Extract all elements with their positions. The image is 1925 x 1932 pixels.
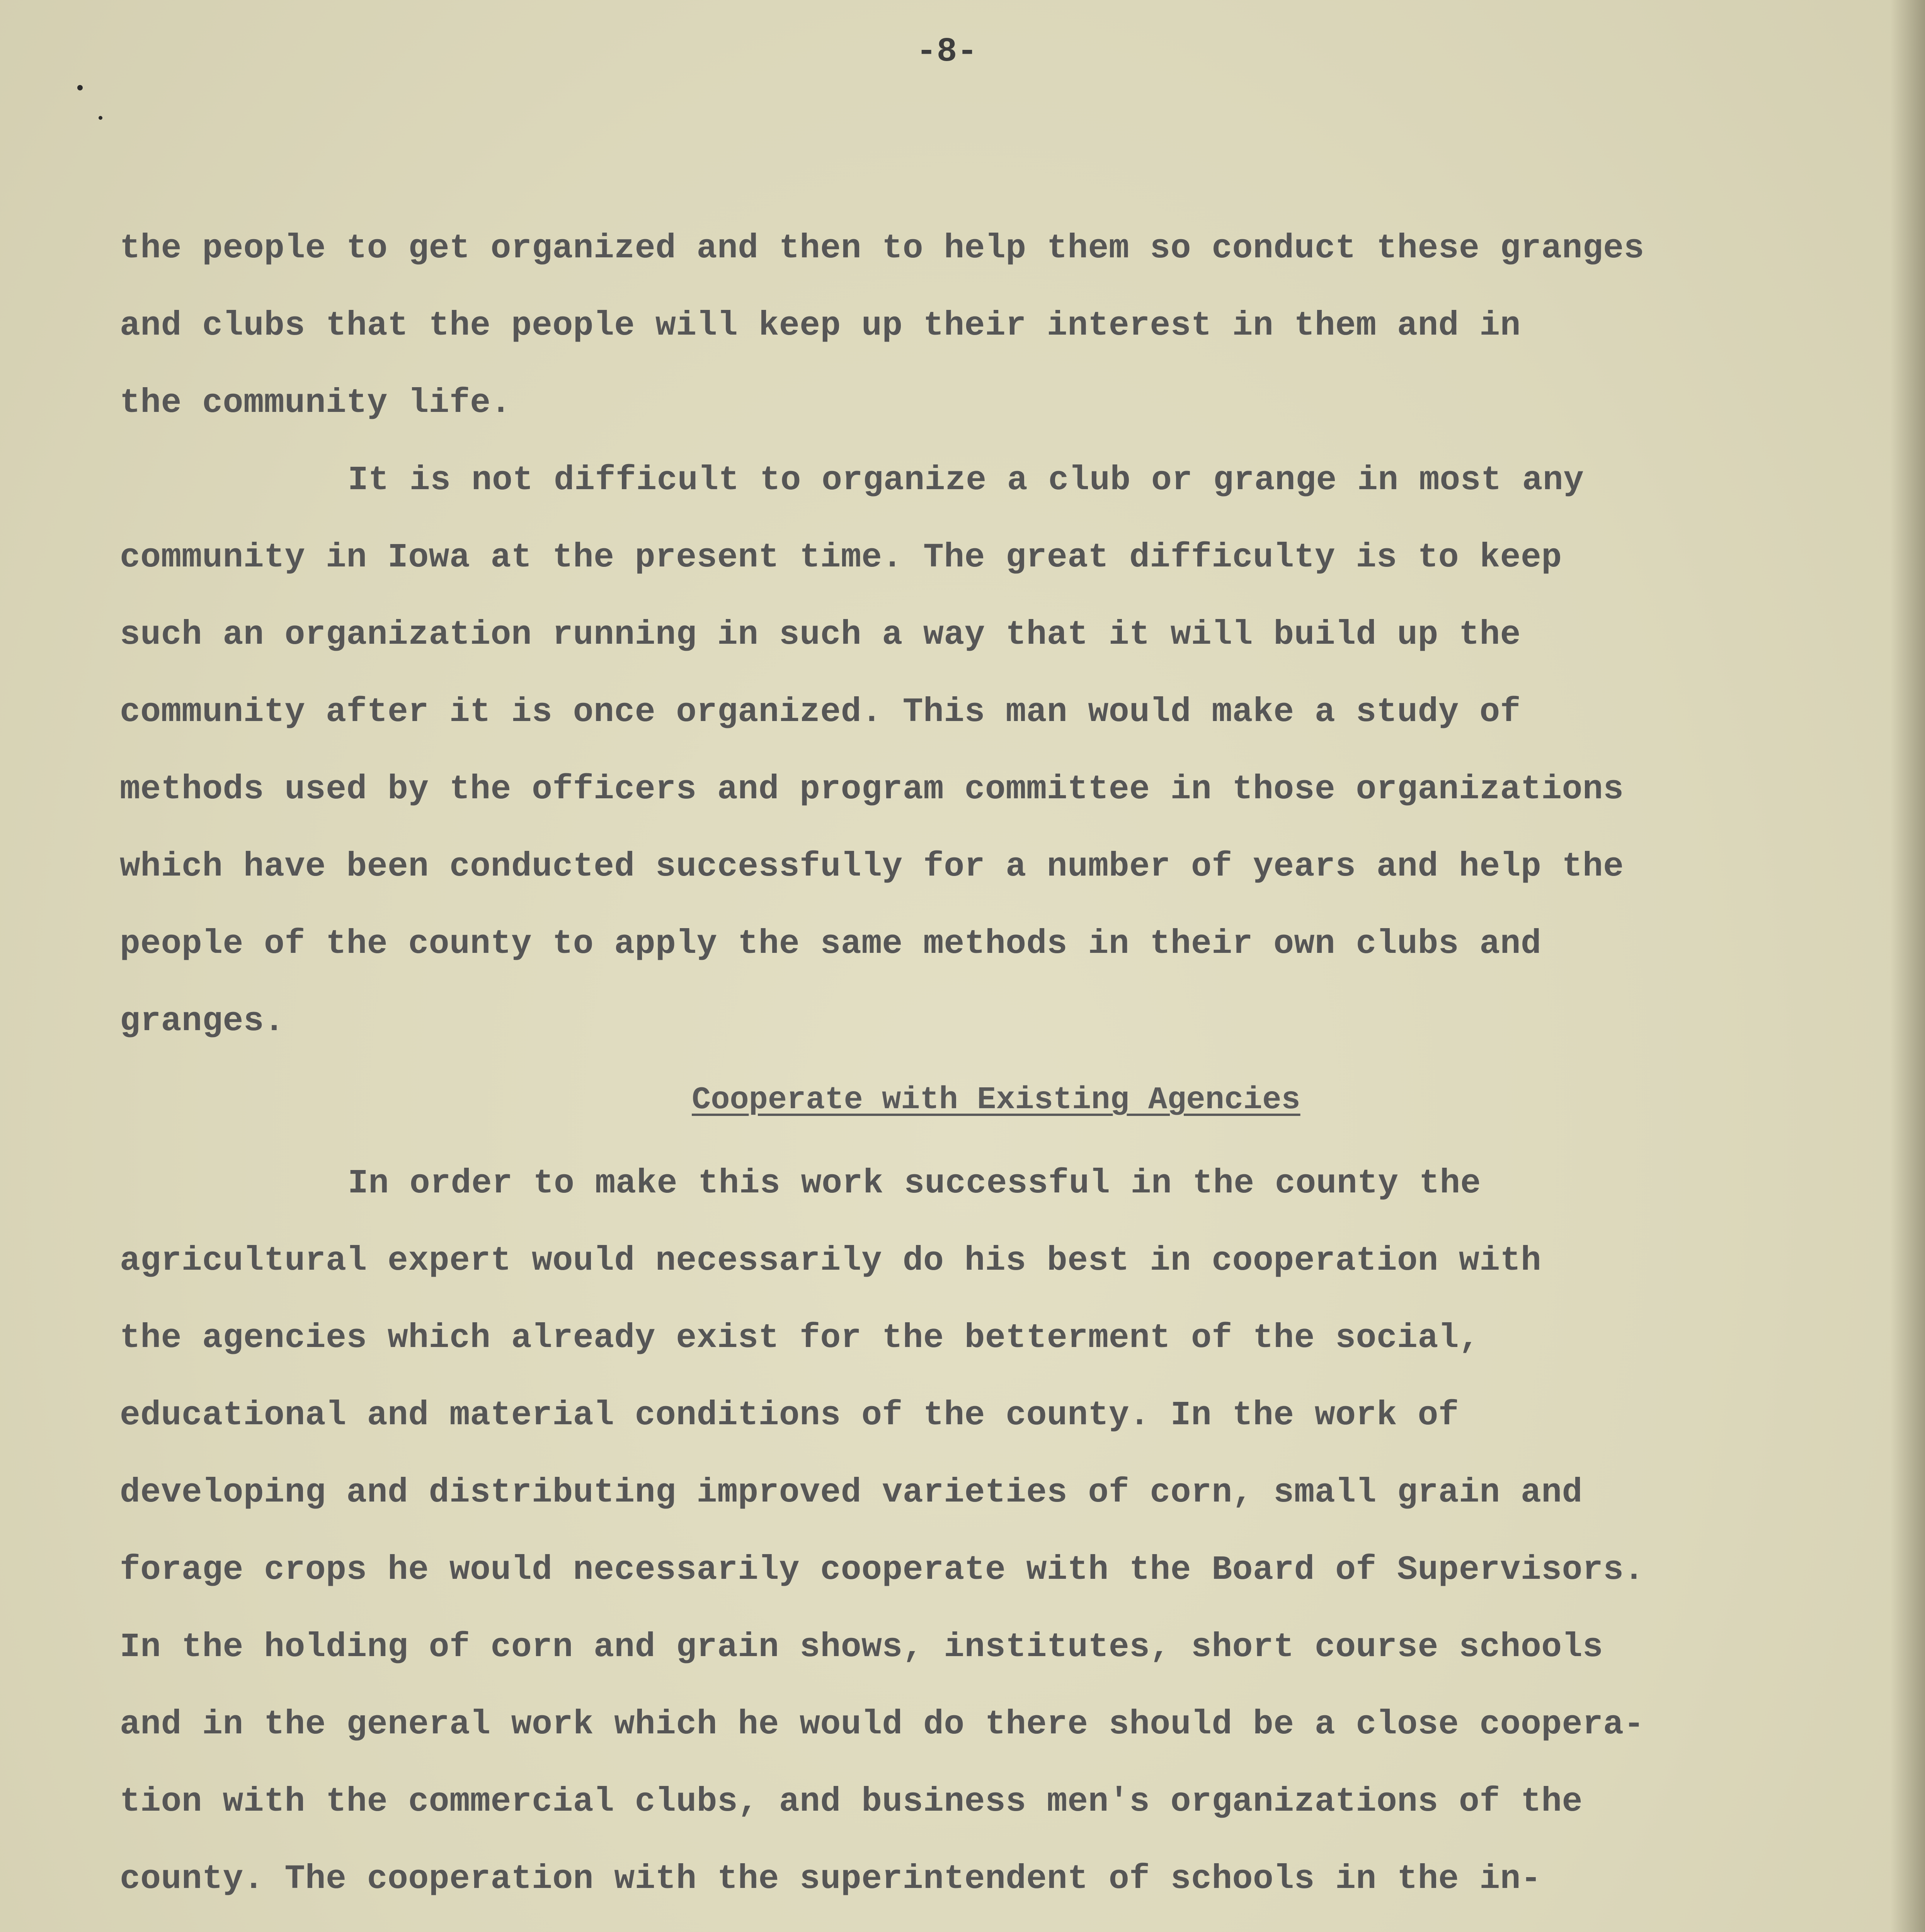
text-line: such an organization running in such a way that it will build up the [120, 616, 1521, 654]
text-line: educational and material conditions of the county. In the work of [120, 1396, 1459, 1435]
page-number: -8- [916, 33, 978, 71]
page-edge-shadow [1890, 0, 1925, 1932]
section-heading: Cooperate with Existing Agencies [692, 1082, 1300, 1118]
text-line: It is not difficult to organize a club or grange in most any [348, 461, 1584, 500]
text-line: methods used by the officers and program committee in those organizations [120, 770, 1624, 809]
text-line: the community life. [120, 384, 511, 422]
text-line: county. The cooperation with the superintendent of schools in the in- [120, 1860, 1542, 1898]
text-line: which have been conducted successfully for a number of years and help the [120, 848, 1624, 886]
text-line: the people to get organized and then to help them so conduct these granges [120, 230, 1644, 268]
text-line: forage crops he would necessarily cooperate with the Board of Supervisors. [120, 1551, 1644, 1589]
text-line: developing and distributing improved varieties of corn, small grain and [120, 1474, 1583, 1512]
text-line: agricultural expert would necessarily do his best in cooperation with [120, 1242, 1542, 1280]
text-line: and clubs that the people will keep up their interest in them and in [120, 307, 1521, 345]
text-line: granges. [120, 1002, 285, 1041]
text-line: In the holding of corn and grain shows, institutes, short course schools [120, 1628, 1603, 1667]
text-line: community in Iowa at the present time. The great difficulty is to keep [120, 539, 1562, 577]
text-line: tion with the commercial clubs, and business men's organizations of the [120, 1783, 1583, 1821]
text-line: people of the county to apply the same methods in their own clubs and [120, 925, 1542, 963]
text-line: community after it is once organized. This man would make a study of [120, 693, 1521, 731]
paper-speck [77, 85, 83, 90]
text-line: In order to make this work successful in the county the [348, 1165, 1481, 1203]
text-line: and in the general work which he would do there should be a close coopera- [120, 1706, 1644, 1744]
paper-speck [99, 116, 102, 120]
text-line: the agencies which already exist for the betterment of the social, [120, 1319, 1480, 1357]
